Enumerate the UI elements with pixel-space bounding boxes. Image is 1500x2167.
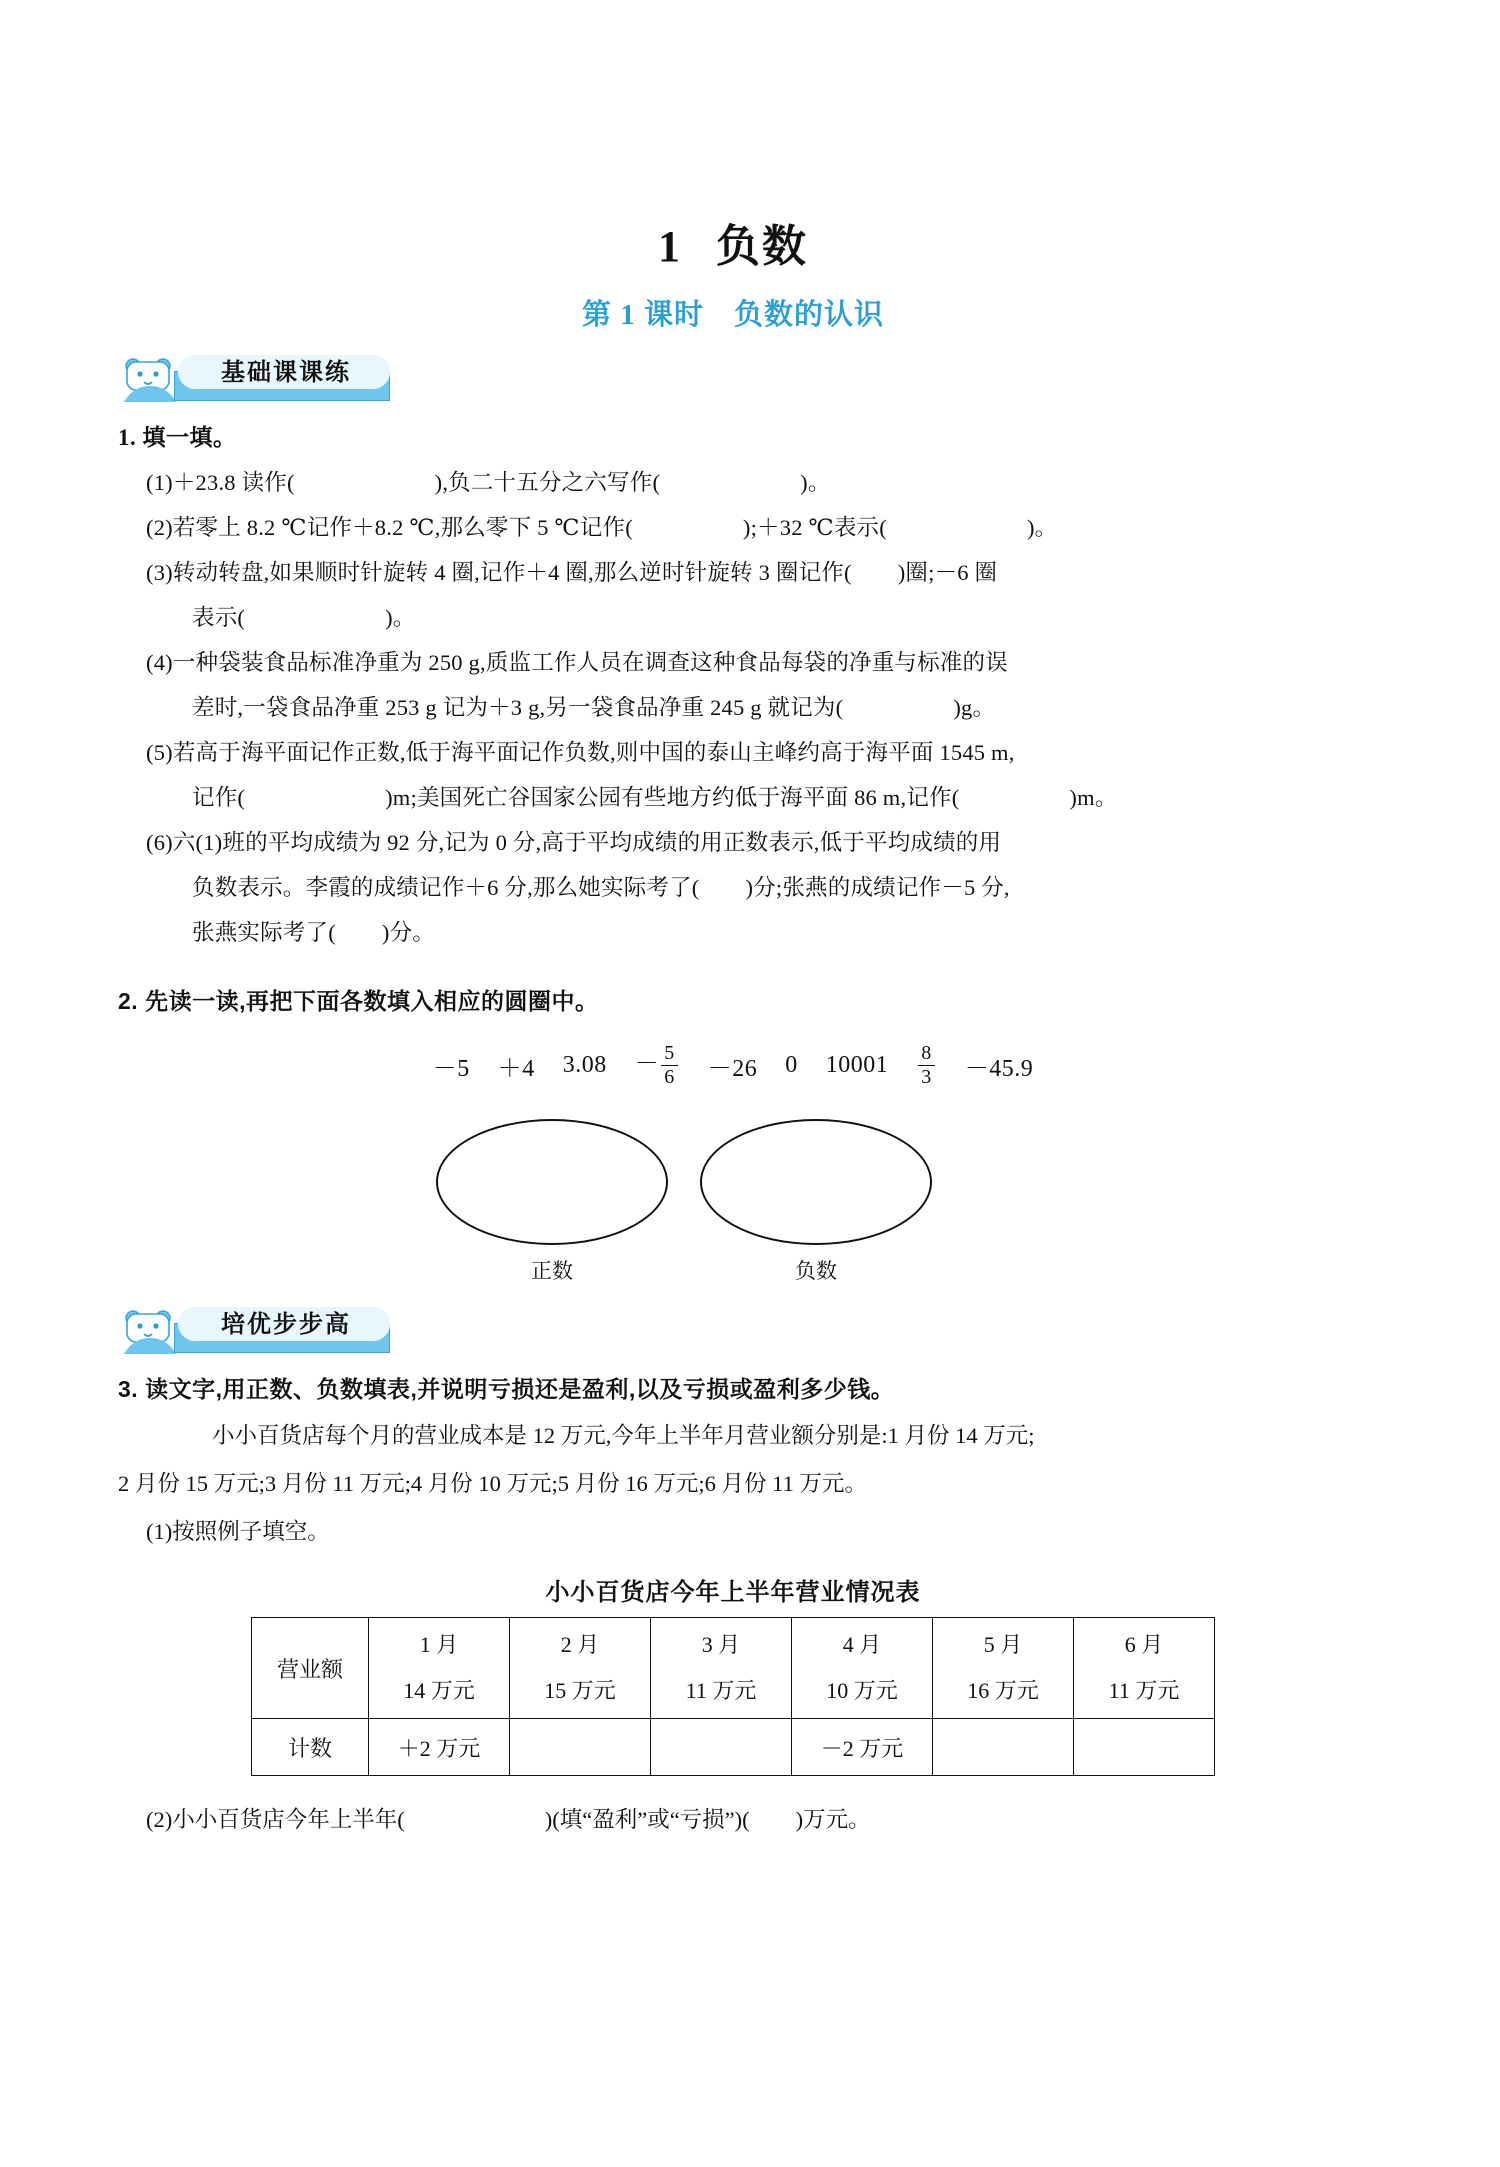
amount-value: 11 万元 [685,1678,757,1703]
fraction-numerator: 8 [921,1042,932,1064]
month-label: 1 月 [419,1632,459,1657]
table-title: 小小百货店今年上半年营业情况表 [545,1579,921,1606]
number-item: 10001 [825,1052,889,1078]
question-2-heading: 2. 先读一读,再把下面各数填入相应的圆圈中。 [118,988,599,1014]
item-text: 六(1)班的平均成绩为 92 分,记为 0 分,高于平均成绩的用正数表示,低于平均成绩的用 [172,830,1002,855]
count-cell[interactable]: －2 万元 [792,1719,933,1776]
chapter-title-text: 负数 [716,222,808,271]
item-line2a: 表示( [192,605,246,630]
month-label: 4 月 [842,1632,882,1657]
circle-positive[interactable] [436,1119,668,1245]
item-line2a: 记作( [192,785,246,810]
number-item: －5 [432,1056,470,1082]
lesson-title-text: 负数的认识 [734,299,885,331]
business-table [251,1617,1215,1776]
count-cell[interactable]: ＋2 万元 [369,1719,510,1776]
question-1-item-3 [146,550,1348,595]
count-cell[interactable] [933,1719,1074,1776]
item-line2a: 差时,一袋食品净重 253 g 记为＋3 g,另一袋食品净重 245 g 就记为( [192,695,844,720]
question-3-heading: 3. 读文字,用正数、负数填表,并说明亏损还是盈利,以及亏损或盈利多少钱。 [118,1376,895,1402]
item-line2b: )m;美国死亡谷国家公园有些地方约低于海平面 86 m,记作( [385,785,960,810]
item-line3a: 张燕实际考了( [192,920,336,945]
question-1-item-6-line3 [146,910,1348,955]
question-2 [118,983,1348,1293]
number-item: 3.08 [562,1052,607,1078]
month-label: 2 月 [560,1632,600,1657]
question-3-body-line-1: 小小百货店每个月的营业成本是 12 万元,今年上半年月营业额分别是:1 月份 14 万元; [212,1423,1035,1448]
question-1-item-3-line2 [146,595,1348,640]
table-cell-month [1074,1618,1215,1719]
chapter-number: 1 [658,222,682,271]
section-badge-advanced [118,1311,418,1355]
fraction [661,1042,678,1089]
item-text-3: )。 [800,470,831,495]
item-label: (1) [146,470,173,495]
question-1-item-5 [146,730,1348,775]
table-cell-month [651,1618,792,1719]
question-1-heading: 1. 填一填。 [118,425,237,450]
question-1-item-5-line2 [146,775,1348,820]
fraction-numerator: 5 [664,1042,675,1064]
number-item: 0 [785,1052,798,1078]
table-row-amount [252,1618,1215,1719]
number-item: ＋4 [497,1056,535,1082]
month-label: 3 月 [701,1632,741,1657]
amount-value: 14 万元 [403,1678,475,1703]
question-3 [118,1371,1348,1842]
fraction-sign: － [634,1051,660,1078]
row-label-count: 计数 [252,1719,369,1776]
count-cell[interactable] [651,1719,792,1776]
item-line2b: )分;张燕的成绩记作－5 分, [745,875,1010,900]
chapter-title [118,210,1348,274]
item-text: 若高于海平面记作正数,低于海平面记作负数,则中国的泰山主峰约高于海平面 1545 m, [172,740,1015,765]
question-1-item-4 [146,640,1348,685]
lesson-prefix: 第 1 课时 [581,299,704,331]
question-3-sub-2 [146,1798,1348,1842]
fraction-denominator: 6 [661,1065,678,1089]
item-label: (3) [146,560,173,585]
number-item-fraction [916,1042,937,1089]
count-cell[interactable] [510,1719,651,1776]
question-1-item-1 [146,460,1348,505]
question-1-item-4-line2 [146,685,1348,730]
number-item: －26 [707,1056,758,1082]
page-content [118,150,1348,1842]
count-cell[interactable] [1074,1719,1215,1776]
row-label-revenue: 营业额 [252,1618,369,1719]
sub2-text-a: (2)小小百货店今年上半年( [146,1807,405,1832]
fraction [918,1042,935,1089]
section-badge-basic [118,359,418,403]
item-text-2: );＋32 ℃表示( [742,515,887,540]
badge-label-basic: 基础课课练 [221,359,351,386]
amount-value: 10 万元 [826,1678,898,1703]
item-text-2: ),负二十五分之六写作( [434,470,661,495]
bear-mascot-icon [122,357,178,403]
question-1-item-2 [146,505,1348,550]
item-label: (6) [146,830,173,855]
item-line2c: )m。 [1069,785,1118,810]
number-item-fraction [635,1042,680,1089]
table-cell-month [369,1618,510,1719]
month-label: 5 月 [983,1632,1023,1657]
fraction-denominator: 3 [918,1065,935,1089]
circle-negative-label: 负数 [795,1259,837,1283]
item-label: (5) [146,740,173,765]
item-text-2: )圈;－6 圈 [897,560,998,585]
table-cell-month [510,1618,651,1719]
item-line3b: )分。 [381,920,435,945]
item-label: (2) [146,515,173,540]
sub2-text-c: )万元。 [795,1807,871,1832]
table-cell-month [933,1618,1074,1719]
question-3-sub-1: (1)按照例子填空。 [146,1519,330,1544]
table-cell-month [792,1618,933,1719]
question-1-item-6 [146,820,1348,865]
item-text: 一种袋装食品标准净重为 250 g,质监工作人员在调查这种食品每袋的净重与标准的误 [172,650,1008,675]
item-text-3: )。 [1026,515,1058,540]
bear-mascot-icon [122,1309,178,1355]
table-row-count [252,1719,1215,1776]
number-item: －45.9 [964,1056,1034,1082]
question-3-body-line-2: 2 月份 15 万元;3 月份 11 万元;4 月份 10 万元;5 月份 16 万元;6 月份 11 万元。 [118,1471,867,1496]
item-text: ＋23.8 读作( [172,470,295,495]
month-label: 6 月 [1124,1632,1164,1657]
sub2-text-b: )(填“盈利”或“亏损”)( [544,1807,750,1832]
question-1-item-6-line2 [146,865,1348,910]
circle-positive-label: 正数 [531,1259,573,1283]
amount-value: 16 万元 [967,1678,1039,1703]
sorting-circles [118,1113,1348,1293]
lesson-title [118,292,1348,333]
item-line2a: 负数表示。李霞的成绩记作＋6 分,那么她实际考了( [192,875,700,900]
item-line2b: )。 [385,605,416,630]
amount-value: 11 万元 [1108,1678,1180,1703]
item-text: 转动转盘,如果顺时针旋转 4 圈,记作＋4 圈,那么逆时针旋转 3 圈记作( [172,560,852,585]
item-label: (4) [146,650,173,675]
item-line2b: )g。 [953,695,996,720]
question-1 [118,419,1348,955]
circle-negative[interactable] [700,1119,932,1245]
item-text: 若零上 8.2 ℃记作＋8.2 ℃,那么零下 5 ℃记作( [172,515,633,540]
badge-label-advanced: 培优步步高 [221,1311,351,1338]
number-list [118,1042,1348,1089]
amount-value: 15 万元 [544,1678,616,1703]
